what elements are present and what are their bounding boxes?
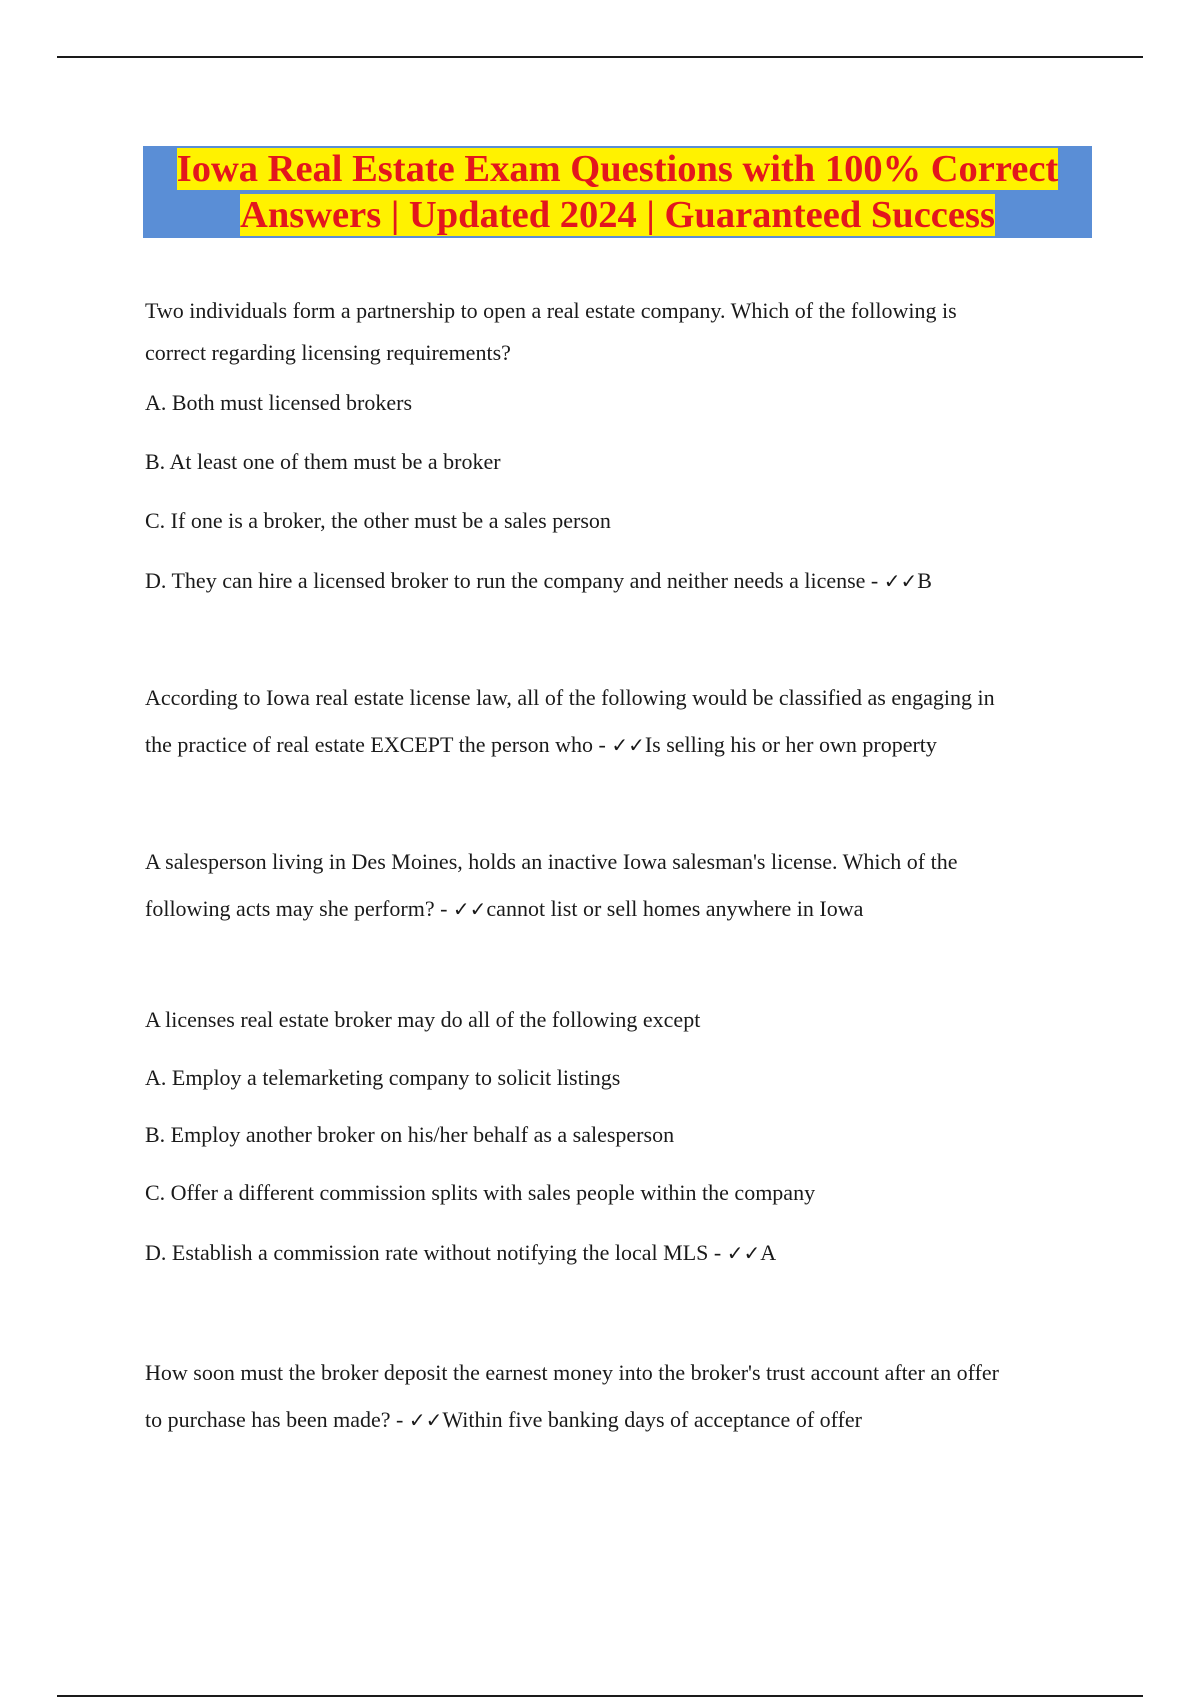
title-line-1: Iowa Real Estate Exam Questions with 100% Correct xyxy=(176,148,1059,190)
document-title xyxy=(143,146,1092,238)
answer-option-b: B. Employ another broker on his/her behalf as a salesperson xyxy=(145,1122,675,1147)
answer-text: A xyxy=(760,1240,777,1265)
question-block-1 xyxy=(145,290,1095,596)
answer-text: cannot list or sell homes anywhere in Iowa xyxy=(486,896,864,921)
answer-text: B xyxy=(917,568,932,593)
question-text: According to Iowa real estate license law, all of the following would be classified as engaging in the practice of real estate EXCEPT the person who - ✓✓Is selling his or her own property xyxy=(145,685,995,757)
answer-option-c: C. Offer a different commission splits with sales people within the company xyxy=(145,1180,816,1205)
answer-option-c: C. If one is a broker, the other must be a sales person xyxy=(145,508,611,533)
question-block-3 xyxy=(145,838,1095,933)
check-icon: ✓✓ xyxy=(883,569,918,593)
answer-option-b: B. At least one of them must be a broker xyxy=(145,449,501,474)
check-icon: ✓✓ xyxy=(408,1408,443,1432)
question-text: How soon must the broker deposit the earnest money into the broker's trust account after an offer to purchase has been made? - ✓✓Within five banking days of acceptance of offer xyxy=(145,1360,999,1432)
answer-text: Is selling his or her own property xyxy=(644,732,937,757)
answer-text: Within five banking days of acceptance of offer xyxy=(442,1407,862,1432)
answer-option-a: A. Employ a telemarketing company to solicit listings xyxy=(145,1065,621,1090)
answer-option-d: D. They can hire a licensed broker to run the company and neither needs a license - ✓✓B xyxy=(145,568,932,593)
question-block-2 xyxy=(145,674,1095,769)
answer-option-d: D. Establish a commission rate without notifying the local MLS - ✓✓A xyxy=(145,1240,777,1265)
question-text: A licenses real estate broker may do all of the following except xyxy=(145,1007,701,1032)
question-text: Two individuals form a partnership to open a real estate company. Which of the following is correct regarding licensing requirements? xyxy=(145,298,957,365)
question-text: A salesperson living in Des Moines, holds an inactive Iowa salesman's license. Which of the following acts may she perform? - ✓✓cannot list or sell homes anywhere in Iowa xyxy=(145,849,958,921)
title-line-2: Answers | Updated 2024 | Guaranteed Success xyxy=(240,194,995,236)
document-body xyxy=(145,290,1095,1444)
question-block-5 xyxy=(145,1349,1095,1444)
question-block-4 xyxy=(145,1005,1095,1268)
answer-option-a: A. Both must licensed brokers xyxy=(145,390,413,415)
header-rule xyxy=(57,56,1143,58)
check-icon: ✓✓ xyxy=(452,897,487,921)
footer-rule xyxy=(57,1695,1143,1697)
check-icon: ✓✓ xyxy=(611,733,645,757)
check-icon: ✓✓ xyxy=(726,1241,761,1265)
